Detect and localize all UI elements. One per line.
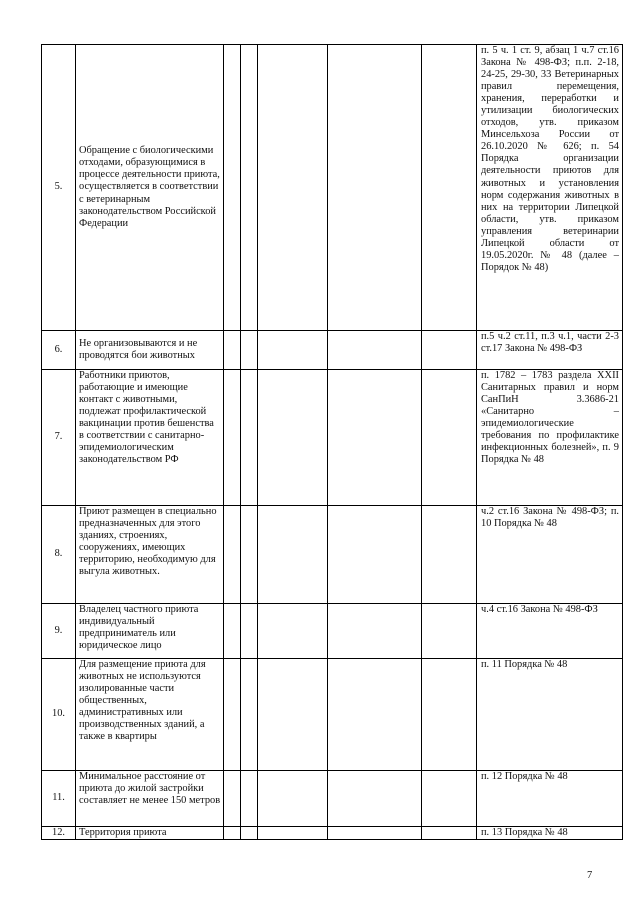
row-number: 8.: [42, 506, 76, 604]
empty-cell: [422, 331, 477, 370]
empty-cell: [241, 370, 258, 506]
empty-cell: [224, 604, 241, 659]
row-number: 10.: [42, 659, 76, 771]
table-row: [42, 45, 623, 331]
empty-cell: [258, 771, 328, 827]
empty-cell: [422, 604, 477, 659]
empty-cell: [224, 370, 241, 506]
empty-cell: [241, 604, 258, 659]
empty-cell: [224, 771, 241, 827]
table-row: [42, 659, 623, 771]
empty-cell: [328, 370, 422, 506]
requirement-text: Минимальное расстояние от приюта до жилой застройки составляет не менее 150 метров: [76, 771, 224, 827]
empty-cell: [258, 331, 328, 370]
table-row: [42, 370, 623, 506]
empty-cell: [258, 604, 328, 659]
requirement-text: Не организовываются и не проводятся бои животных: [76, 331, 224, 370]
legal-reference: п. 12 Порядка № 48: [477, 771, 623, 827]
empty-cell: [328, 827, 422, 840]
table-row: [42, 827, 623, 840]
empty-cell: [224, 827, 241, 840]
empty-cell: [224, 331, 241, 370]
requirement-text: Для размещение приюта для животных не используются изолированные части общественных, административных или производственных зданий, а также в квартиры: [76, 659, 224, 771]
empty-cell: [328, 771, 422, 827]
empty-cell: [422, 370, 477, 506]
legal-reference: п. 13 Порядка № 48: [477, 827, 623, 840]
legal-reference: ч.4 ст.16 Закона № 498-ФЗ: [477, 604, 623, 659]
row-number: 12.: [42, 827, 76, 840]
empty-cell: [258, 506, 328, 604]
table-row: [42, 604, 623, 659]
legal-reference: п. 5 ч. 1 ст. 9, абзац 1 ч.7 ст.16 Закона № 498-ФЗ; п.п. 2-18, 24-25, 29-30, 33 Ветеринарных правил перемещения, хранения, переработки и утилизации биологических отходов, утв. приказом Минсельхоза России от 26.10.2020 № 626; п. 54 Порядка организации деятельности приютов для животных и установления норм содержания животных в них на территории Липецкой области, утв. приказом управления ветеринарии Липецкой области от 19.05.2020г. № 48 (далее – Порядок № 48): [477, 45, 623, 331]
row-number: 9.: [42, 604, 76, 659]
requirement-text: Владелец частного приюта индивидуальный предприниматель или юридическое лицо: [76, 604, 224, 659]
empty-cell: [422, 659, 477, 771]
row-number: 11.: [42, 771, 76, 827]
empty-cell: [258, 659, 328, 771]
legal-reference: ч.2 ст.16 Закона № 498-ФЗ; п. 10 Порядка № 48: [477, 506, 623, 604]
page-number: 7: [587, 870, 593, 881]
empty-cell: [422, 827, 477, 840]
empty-cell: [241, 827, 258, 840]
empty-cell: [258, 370, 328, 506]
empty-cell: [328, 331, 422, 370]
row-number: 7.: [42, 370, 76, 506]
row-number: 5.: [42, 45, 76, 331]
empty-cell: [224, 659, 241, 771]
empty-cell: [241, 771, 258, 827]
legal-reference: п. 11 Порядка № 48: [477, 659, 623, 771]
table-row: [42, 771, 623, 827]
empty-cell: [328, 506, 422, 604]
requirement-text: Обращение с биологическими отходами, образующимися в процессе деятельности приюта, осуществляется в соответствии с ветеринарным законодательством Российской Федерации: [76, 45, 224, 331]
empty-cell: [422, 506, 477, 604]
legal-reference: п. 1782 – 1783 раздела XXII Санитарных правил и норм СанПиН 3.3686-21 «Санитарно – эпидемиологические требования по профилактике инфекционных болезней», п. 9 Порядка № 48: [477, 370, 623, 506]
table-row: [42, 331, 623, 370]
empty-cell: [328, 45, 422, 331]
empty-cell: [422, 771, 477, 827]
empty-cell: [258, 45, 328, 331]
empty-cell: [328, 659, 422, 771]
requirement-text: Территория приюта: [76, 827, 224, 840]
empty-cell: [422, 45, 477, 331]
empty-cell: [328, 604, 422, 659]
requirements-table: [41, 44, 623, 840]
empty-cell: [241, 331, 258, 370]
empty-cell: [241, 45, 258, 331]
legal-reference: п.5 ч.2 ст.11, п.3 ч.1, части 2-3 ст.17 Закона № 498-ФЗ: [477, 331, 623, 370]
row-number: 6.: [42, 331, 76, 370]
empty-cell: [224, 506, 241, 604]
empty-cell: [241, 659, 258, 771]
empty-cell: [258, 827, 328, 840]
empty-cell: [224, 45, 241, 331]
table-row: [42, 506, 623, 604]
empty-cell: [241, 506, 258, 604]
requirement-text: Работники приютов, работающие и имеющие контакт с животными, подлежат профилактической вакцинации против бешенства в соответствии с санитарно-эпидемиологическим законодательством РФ: [76, 370, 224, 506]
requirement-text: Приют размещен в специально предназначенных для этого зданиях, строениях, сооружениях, имеющих территорию, необходимую для выгула животных.: [76, 506, 224, 604]
